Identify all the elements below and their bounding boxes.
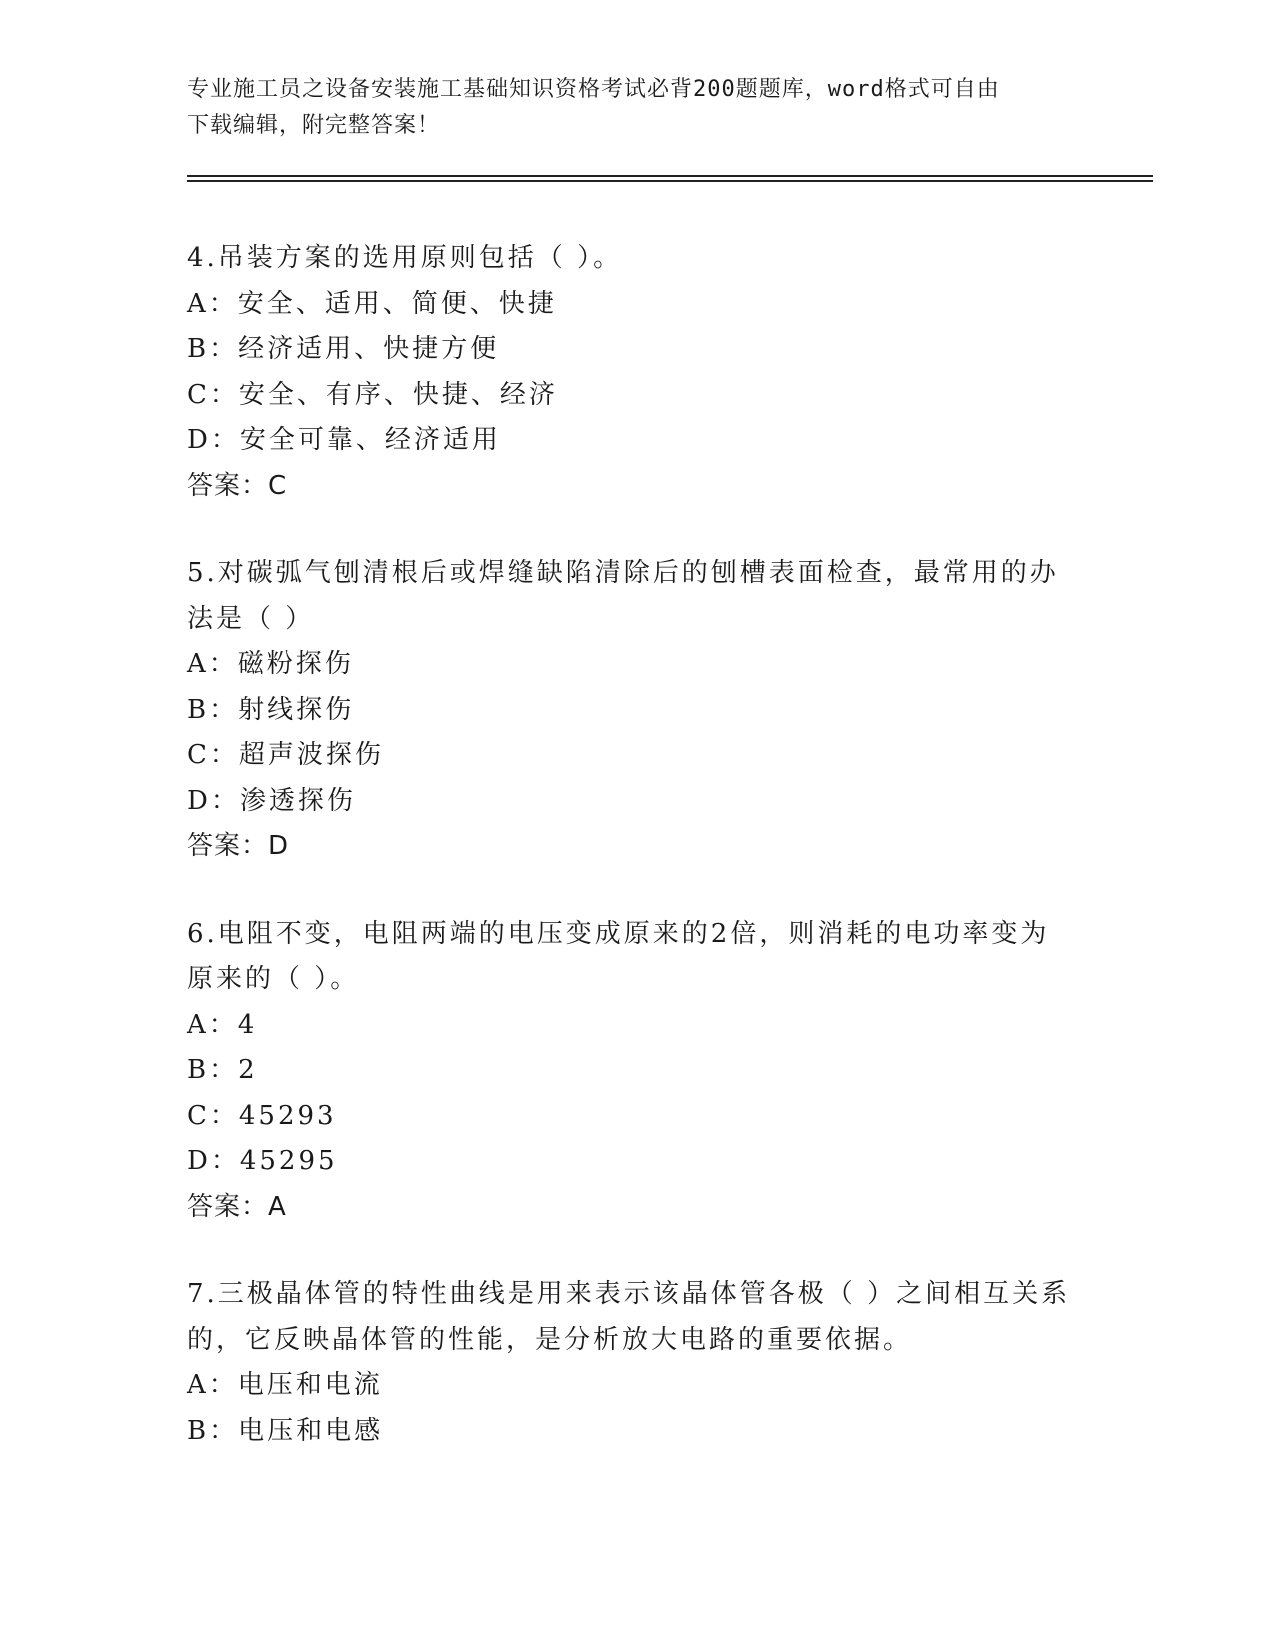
stem-line: 5.对碳弧气刨清根后或焊缝缺陷清除后的刨槽表面检查，最常用的办 [187,558,1059,588]
option-b: B：电压和电感 [187,1415,384,1446]
answer-line: 答案：A [187,1191,287,1222]
question-6 [187,912,1087,1231]
header-divider-top [187,175,1153,177]
document-header [187,72,1067,144]
stem-line: 4.吊装方案的选用原则包括（ ）。 [187,243,623,273]
question-4 [187,236,1087,509]
question-stem [187,236,1087,282]
option-d: D：安全可靠、经济适用 [187,425,501,455]
question-stem [187,1272,1087,1363]
stem-line: 的，它反映晶体管的性能，是分析放大电路的重要依据。 [187,1324,913,1355]
header-line-2: 下载编辑，附完整答案！ [187,113,441,138]
answer-line: 答案：D [187,831,290,861]
question-7 [187,1272,1087,1454]
option-c: C：超声波探伤 [187,740,384,770]
option-d: D：45295 [187,1146,338,1176]
option-d: D：渗透探伤 [187,785,356,816]
option-a: A：电压和电流 [187,1370,383,1400]
header-divider-bottom [187,180,1153,182]
question-stem [187,912,1087,1003]
option-c: C：安全、有序、快捷、经济 [187,379,558,410]
stem-line: 法是（ ） [187,603,315,634]
stem-line: 原来的（ ）。 [187,964,360,994]
option-b: B：2 [187,1055,258,1085]
option-c: C：45293 [187,1100,337,1131]
stem-line: 7.三极晶体管的特性曲线是用来表示该晶体管各极（ ）之间相互关系 [187,1279,1071,1309]
option-a: A：4 [187,1009,258,1040]
header-line-1: 专业施工员之设备安装施工基础知识资格考试必背200题题库，word格式可自由 [187,77,1000,102]
question-5 [187,551,1087,870]
option-b: B：射线探伤 [187,694,355,725]
option-b: B：经济适用、快捷方便 [187,334,500,364]
question-stem [187,551,1087,642]
option-a: A：磁粉探伤 [187,649,354,679]
answer-line: 答案：C [187,470,288,501]
stem-line: 6.电阻不变，电阻两端的电压变成原来的2倍，则消耗的电功率变为 [187,918,1050,949]
question-list [187,236,1087,1496]
option-a: A：安全、适用、简便、快捷 [187,288,557,319]
